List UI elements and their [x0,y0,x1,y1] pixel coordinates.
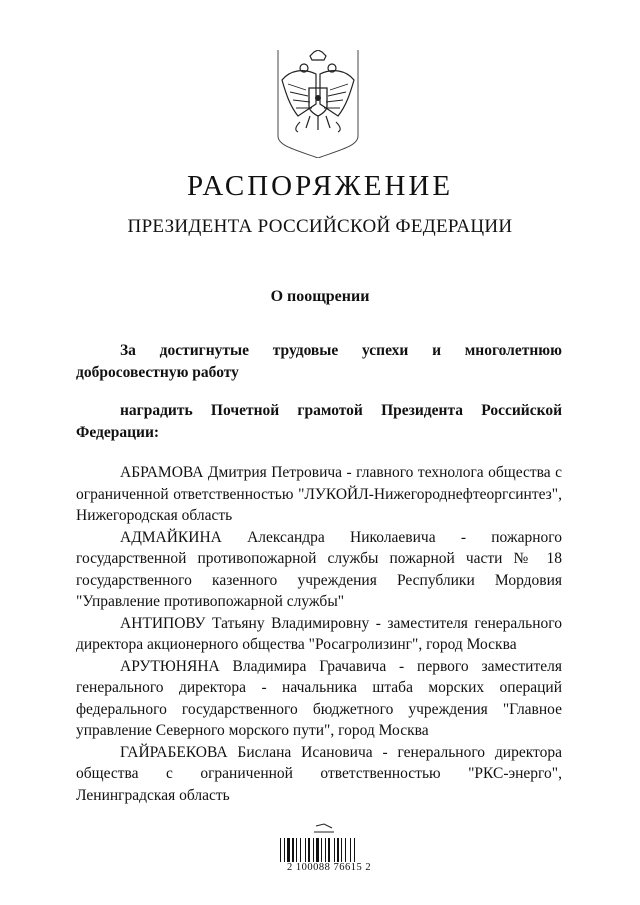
list-item: АРУТЮНЯНА Владимира Грачавича - первого заместителя генерального директора - начальника штаба морских операций федерального государственного бюджетного учреждения "Главное управление Северного морского пути", город Москва [76,657,562,739]
barcode-bar [350,838,351,862]
barcode-bar [334,838,335,862]
list-item: ГАЙРАБЕКОВА Бислана Исановича - генерального директора общества с ограниченной ответственностью "РКС-энерго", Ленинградская область [76,743,562,804]
barcode-number: 2 100088 76615 2 [286,862,372,873]
barcode-bar [328,838,330,862]
barcode-bar [292,838,294,862]
barcode-bar [313,838,314,862]
barcode-bar [316,838,319,862]
barcode-bar [287,838,290,862]
recipient-list [76,462,562,806]
barcode-bar [325,838,326,862]
barcode-bar [341,838,342,862]
barcode-bar [345,838,346,862]
barcode-bar [284,838,285,862]
list-item: АБРАМОВА Дмитрия Петровича - главного технолога общества с ограниченной ответственностью "ЛУКОЙЛ-Нижегороднефтеоргсинтез", Нижегородская область [76,464,562,524]
barcode-bar [300,838,301,862]
coat-of-arms-icon [276,50,360,158]
barcode-bar [337,838,339,862]
barcode-bar [280,838,281,862]
barcode-bar [296,838,297,862]
document-title: РАСПОРЯЖЕНИЕ [186,170,454,202]
barcode-icon [276,822,372,892]
list-item: АДМАЙКИНА Александра Николаевича - пожарного государственной противопожарной службы пожарной части № 18 государственного казенного учреждения Республики Мордовия "Управление противопожарной службы" [76,528,562,610]
document-heading: О поощрении [270,288,370,305]
barcode-bar [354,838,355,862]
list-item: АНТИПОВУ Татьяну Владимировну - заместителя генерального директора акционерного общества "Росагролизинг", город Москва [76,614,562,653]
award-paragraph: наградить Почетной грамотой Президента Российской Федерации: [76,402,562,441]
barcode-bar [308,838,310,862]
barcode-bar [321,838,322,862]
preamble-paragraph: За достигнутые трудовые успехи и многолетнюю добросовестную работу [76,342,562,381]
document-subtitle: ПРЕЗИДЕНТА РОССИЙСКОЙ ФЕДЕРАЦИИ [127,216,513,237]
barcode-bar [305,838,306,862]
